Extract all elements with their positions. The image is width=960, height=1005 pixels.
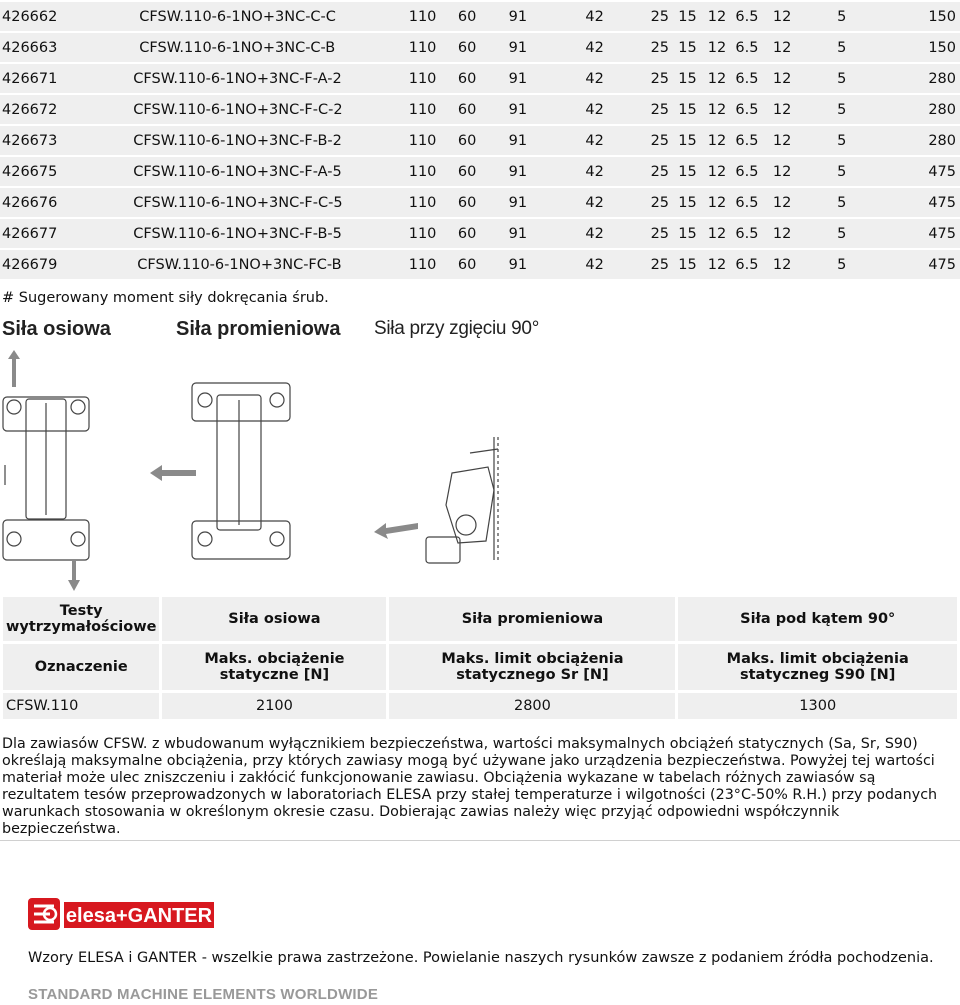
dimension-cell: 5 (837, 188, 899, 217)
angle-subheader: Maks. limit obciążenia statyczneg S90 [N] (678, 644, 957, 690)
bent-hinge-drawing (374, 437, 498, 563)
dimension-cell: 15 (678, 188, 708, 217)
dimension-cell: 91 (509, 126, 586, 155)
dimension-cell: 42 (585, 2, 650, 31)
dimension-cell: 12 (708, 2, 736, 31)
dimension-cell: 5 (837, 219, 899, 248)
dimension-cell: 12 (708, 157, 736, 186)
dimension-cell: 25 (651, 250, 679, 279)
table-row (0, 188, 960, 217)
article-code-cell: 426676 (0, 188, 127, 217)
dimension-cell: 25 (651, 2, 679, 31)
axial-subheader: Maks. obciążenie statyczne [N] (162, 644, 386, 690)
article-code-cell: 426662 (0, 2, 127, 31)
dimension-cell: 60 (458, 157, 509, 186)
down-arrow-icon (68, 560, 80, 591)
dimension-cell: 15 (678, 126, 708, 155)
dimension-cell: 25 (651, 157, 679, 186)
dimension-cell: 110 (409, 250, 458, 279)
torque-note: # Sugerowany moment siły dokręcania śrub. (2, 290, 329, 306)
dimension-cell: 60 (458, 250, 509, 279)
table-row (0, 95, 960, 124)
dimension-cell: 25 (651, 64, 679, 93)
dimension-cell: 60 (458, 95, 509, 124)
dimension-cell: 42 (585, 126, 650, 155)
description-cell: CFSW.110-6-1NO+3NC-F-A-5 (127, 157, 408, 186)
radial-force-title: Siła promieniowa (176, 318, 341, 340)
dimension-cell: 60 (458, 188, 509, 217)
spec-table (0, 0, 960, 281)
dimension-cell: 5 (837, 64, 899, 93)
dimension-cell: 42 (585, 33, 650, 62)
dimension-cell: 475 (899, 188, 960, 217)
brand-tagline: STANDARD MACHINE ELEMENTS WORLDWIDE (28, 986, 379, 1003)
dimension-cell: 91 (509, 157, 586, 186)
description-cell: CFSW.110-6-1NO+3NC-F-B-5 (127, 219, 408, 248)
dimension-cell: 12 (773, 126, 837, 155)
dimension-cell: 5 (837, 126, 899, 155)
dimension-cell: 42 (585, 157, 650, 186)
dimension-cell: 15 (678, 2, 708, 31)
dimension-cell: 6.5 (735, 95, 772, 124)
spec-table-body (0, 2, 960, 279)
dimension-cell: 60 (458, 33, 509, 62)
table-row (0, 219, 960, 248)
divider (0, 840, 960, 841)
dimension-cell: 5 (837, 95, 899, 124)
dimension-cell: 42 (585, 250, 650, 279)
dimension-cell: 12 (773, 64, 837, 93)
dimension-cell: 15 (678, 64, 708, 93)
dimension-cell: 42 (585, 219, 650, 248)
dimension-cell: 91 (509, 219, 586, 248)
dimension-cell: 42 (585, 95, 650, 124)
dimension-cell: 6.5 (735, 188, 772, 217)
dimension-cell: 25 (651, 33, 679, 62)
radial-header: Siła promieniowa (389, 597, 675, 641)
dimension-cell: 6.5 (735, 250, 772, 279)
dimension-cell: 42 (585, 64, 650, 93)
description-cell: CFSW.110-6-1NO+3NC-C-B (127, 33, 408, 62)
load-row-code: CFSW.110 (3, 693, 159, 719)
dimension-cell: 12 (708, 219, 736, 248)
dimension-cell: 5 (837, 2, 899, 31)
dimension-cell: 25 (651, 219, 679, 248)
dimension-cell: 25 (651, 126, 679, 155)
up-arrow-icon (8, 350, 20, 387)
left-arrow-icon (150, 465, 196, 481)
dimension-cell: 12 (773, 219, 837, 248)
article-code-cell: 426675 (0, 157, 127, 186)
load-row-angle: 1300 (678, 693, 957, 719)
dimension-cell: 60 (458, 126, 509, 155)
dimension-cell: 6.5 (735, 33, 772, 62)
load-row-axial: 2100 (162, 693, 386, 719)
dimension-cell: 5 (837, 157, 899, 186)
table-row (0, 2, 960, 31)
dimension-cell: 91 (509, 64, 586, 93)
table-row (0, 33, 960, 62)
dimension-cell: 25 (651, 95, 679, 124)
article-code-cell: 426672 (0, 95, 127, 124)
dimension-cell: 5 (837, 33, 899, 62)
dimension-cell: 6.5 (735, 2, 772, 31)
dimension-cell: 12 (708, 33, 736, 62)
dimension-cell: 15 (678, 157, 708, 186)
load-description-text: Dla zawiasów CFSW. z wbudowanum wyłącznikiem bezpieczeństwa, wartości maksymalnych obciążeń statycznych (Sa, Sr, S90) określają maksymalne obciążenia, przy których zawiasy mogą być używane jako urządzenia bezpieczeństwa. Powyżej tej wartości materiał może ulec zniszczeniu i zakłócić funkcjonowanie zawiasu. Obciążenia wykazane w tabelach różnych zawiasów są rezultatem tesów przeprowadzonych w laboratoriach ELESA przy stałej temperaturze i wilgotności (23°C-50% R.H.) przy podanych warunkach stosowania w określonym okresie czasu. Dobierając zawias należy więc przyjąć odpowiedni współczynnik bezpieczeństwa. (2, 736, 938, 837)
dimension-cell: 12 (773, 188, 837, 217)
dimension-cell: 110 (409, 95, 458, 124)
dimension-cell: 280 (899, 64, 960, 93)
bent-force-title: Siła przy zgięciu 90° (374, 318, 539, 339)
dimension-cell: 12 (773, 33, 837, 62)
dimension-cell: 6.5 (735, 64, 772, 93)
dimension-cell: 12 (773, 157, 837, 186)
dimension-cell: 12 (708, 188, 736, 217)
description-cell: CFSW.110-6-1NO+3NC-FC-B (127, 250, 408, 279)
dimension-cell: 12 (773, 2, 837, 31)
dimension-cell: 475 (899, 250, 960, 279)
dimension-cell: 6.5 (735, 126, 772, 155)
description-cell: CFSW.110-6-1NO+3NC-F-B-2 (127, 126, 408, 155)
radial-hinge-drawing (150, 383, 290, 559)
description-cell: CFSW.110-6-1NO+3NC-F-A-2 (127, 64, 408, 93)
dimension-cell: 12 (708, 126, 736, 155)
dimension-cell: 110 (409, 219, 458, 248)
description-cell: CFSW.110-6-1NO+3NC-C-C (127, 2, 408, 31)
dimension-cell: 475 (899, 219, 960, 248)
dimension-cell: 15 (678, 33, 708, 62)
logo-wordmark: elesa+GANTER (65, 905, 213, 927)
dimension-cell: 110 (409, 126, 458, 155)
article-code-cell: 426671 (0, 64, 127, 93)
angle-header: Siła pod kątem 90° (678, 597, 957, 641)
dimension-cell: 12 (708, 250, 736, 279)
dimension-cell: 280 (899, 95, 960, 124)
article-code-cell: 426673 (0, 126, 127, 155)
elesa-ganter-logo (28, 896, 218, 936)
article-code-cell: 426677 (0, 219, 127, 248)
dimension-cell: 60 (458, 2, 509, 31)
diagonal-arrow-icon (374, 523, 418, 539)
dimension-cell: 15 (678, 95, 708, 124)
load-row-radial: 2800 (389, 693, 675, 719)
dimension-cell: 91 (509, 33, 586, 62)
dimension-cell: 15 (678, 250, 708, 279)
dimension-cell: 6.5 (735, 157, 772, 186)
dimension-cell: 91 (509, 2, 586, 31)
dimension-cell: 475 (899, 157, 960, 186)
axial-header: Siła osiowa (162, 597, 386, 641)
table-row (0, 126, 960, 155)
dimension-cell: 5 (837, 250, 899, 279)
dimension-cell: 60 (458, 64, 509, 93)
load-description (2, 736, 952, 838)
dimension-cell: 110 (409, 64, 458, 93)
dimension-cell: 91 (509, 250, 586, 279)
dimension-cell: 110 (409, 33, 458, 62)
table-row (0, 64, 960, 93)
hinge-load-drawings (0, 345, 960, 595)
dimension-cell: 25 (651, 188, 679, 217)
dimension-cell: 12 (708, 95, 736, 124)
axial-force-title: Siła osiowa (2, 318, 111, 340)
table-row (0, 250, 960, 279)
dimension-cell: 12 (708, 64, 736, 93)
article-code-cell: 426663 (0, 33, 127, 62)
load-test-table (0, 594, 960, 722)
code-subheader: Oznaczenie (3, 644, 159, 690)
radial-subheader: Maks. limit obciążenia statycznego Sr [N] (389, 644, 675, 690)
dimension-cell: 150 (899, 33, 960, 62)
copyright-notice: Wzory ELESA i GANTER - wszelkie prawa zastrzeżone. Powielanie naszych rysunków zawsze z podaniem źródła pochodzenia. (28, 950, 934, 966)
dimension-cell: 42 (585, 188, 650, 217)
dimension-cell: 91 (509, 188, 586, 217)
dimension-cell: 60 (458, 219, 509, 248)
dimension-cell: 150 (899, 2, 960, 31)
dimension-cell: 91 (509, 95, 586, 124)
dimension-cell: 12 (773, 250, 837, 279)
description-cell: CFSW.110-6-1NO+3NC-F-C-5 (127, 188, 408, 217)
dimension-cell: 15 (678, 219, 708, 248)
description-cell: CFSW.110-6-1NO+3NC-F-C-2 (127, 95, 408, 124)
dimension-cell: 6.5 (735, 219, 772, 248)
axial-hinge-drawing (3, 350, 89, 591)
article-code-cell: 426679 (0, 250, 127, 279)
test-header: Testy wytrzymałościowe (3, 597, 159, 641)
dimension-cell: 280 (899, 126, 960, 155)
table-row (0, 157, 960, 186)
dimension-cell: 12 (773, 95, 837, 124)
dimension-cell: 110 (409, 2, 458, 31)
dimension-cell: 110 (409, 188, 458, 217)
dimension-cell: 110 (409, 157, 458, 186)
